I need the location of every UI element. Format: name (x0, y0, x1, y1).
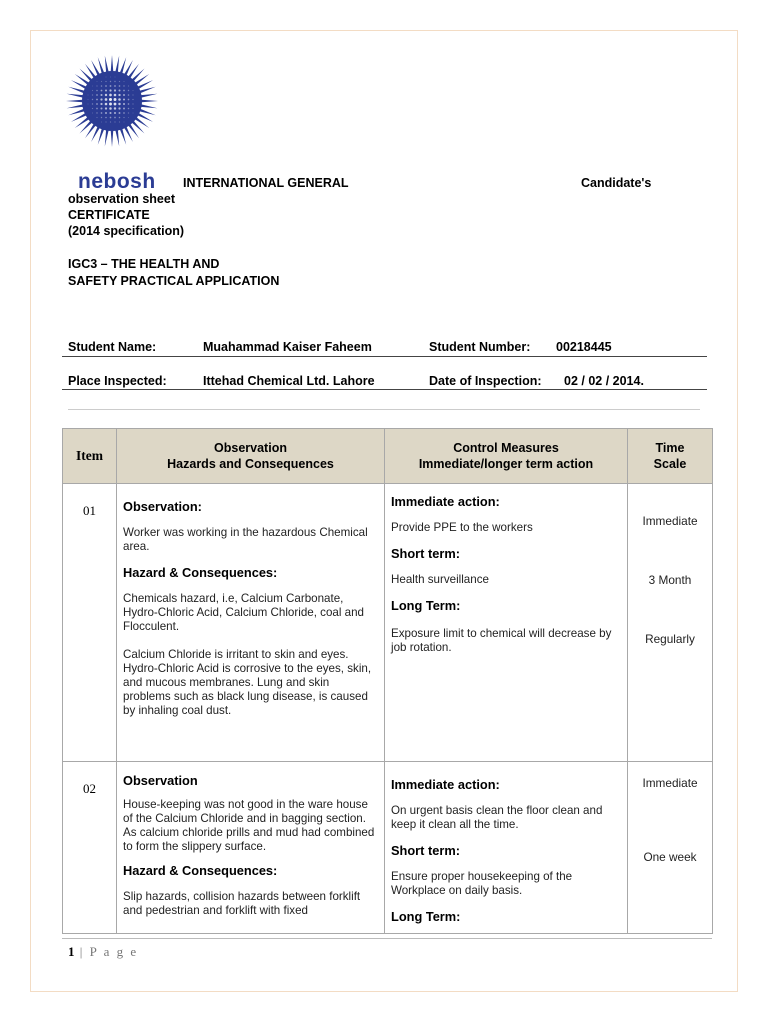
page-number: 1 (68, 944, 75, 959)
control-cell (385, 762, 628, 934)
immediate-action-title: Immediate action: (391, 494, 500, 509)
divider (62, 356, 707, 357)
short-term-text: Health surveillance (391, 573, 489, 586)
hazard-text: Slip hazards, collision hazards between forklift and pedestrian and forklift with fixed (123, 890, 361, 917)
short-term-title: Short term: (391, 843, 460, 858)
header-control-line2: Immediate/longer term action (418, 457, 594, 471)
header-time-line2: Scale (653, 457, 687, 471)
student-name-value: Muahammad Kaiser Faheem (203, 340, 372, 354)
footer-divider (62, 938, 712, 939)
item-number (63, 762, 117, 934)
item-number (63, 484, 117, 762)
date-value: 02 / 02 / 2014. (564, 374, 644, 388)
observation-cell (117, 484, 385, 762)
header-observation-line1: Observation (214, 441, 287, 455)
student-number-label: Student Number: (429, 340, 531, 354)
place-value: Ittehad Chemical Ltd. Lahore (203, 374, 375, 388)
student-name-label: Student Name: (68, 340, 157, 354)
observation-cell (117, 762, 385, 934)
hazard-title: Hazard & Consequences: (123, 565, 278, 580)
time-cell (628, 762, 713, 934)
place-label: Place Inspected: (68, 374, 167, 388)
item-number-text: 01 (83, 503, 96, 518)
observation-title: Observation: (123, 499, 202, 514)
time-scale: 3 Month (648, 573, 692, 587)
header-line2: observation sheet (68, 192, 175, 206)
time-cell (628, 484, 713, 762)
time-scale: Immediate (642, 514, 698, 528)
long-term-text: Exposure limit to chemical will decrease by job rotation. (391, 627, 612, 654)
observation-text: Worker was working in the hazardous Chemical area. (123, 526, 368, 553)
short-term-title: Short term: (391, 546, 460, 561)
date-label: Date of Inspection: (429, 374, 542, 388)
immediate-action-text: Provide PPE to the workers (391, 521, 533, 534)
header-line5: IGC3 – THE HEALTH AND (68, 257, 220, 271)
header-line4: (2014 specification) (68, 224, 185, 238)
header-time-line1: Time (655, 441, 685, 455)
header-line1-right: Candidate's (581, 176, 652, 190)
header-time (628, 429, 713, 484)
observation-title: Observation (123, 773, 198, 788)
nebosh-logo (64, 45, 160, 167)
observation-text: House-keeping was not good in the ware house of the Calcium Chloride and in bagging section. As calcium chloride prills and mud had combined to form the slippery surface. (123, 798, 375, 853)
observation-table (62, 428, 713, 934)
divider (62, 389, 707, 390)
student-number-value: 00218445 (556, 340, 612, 354)
hazard-text: Chemicals hazard, i.e, Calcium Carbonate, Hydro-Chloric Acid, Calcium Chloride, coal and Flocculent. (123, 592, 364, 633)
header-control-line1: Control Measures (453, 441, 559, 455)
long-term-title: Long Term: (391, 598, 461, 613)
table-row (63, 762, 713, 934)
header-line6: SAFETY PRACTICAL APPLICATION (68, 274, 280, 288)
long-term-title: Long Term: (391, 909, 461, 924)
time-scale: Regularly (645, 632, 695, 646)
table-header-row (63, 429, 713, 484)
header-line1-left: INTERNATIONAL GENERAL (183, 176, 349, 190)
page-label: | P a g e (79, 944, 139, 959)
item-number-text: 02 (83, 781, 96, 796)
immediate-action-title: Immediate action: (391, 777, 500, 792)
header-control (385, 429, 628, 484)
control-cell (385, 484, 628, 762)
hazard-title: Hazard & Consequences: (123, 863, 278, 878)
header-observation-line2: Hazards and Consequences (167, 457, 334, 471)
header-item: Item (63, 429, 117, 484)
divider (68, 409, 700, 410)
short-term-text: Ensure proper housekeeping of the Workplace on daily basis. (391, 870, 573, 897)
time-scale: Immediate (642, 776, 698, 790)
header-line3: CERTIFICATE (68, 208, 150, 222)
immediate-action-text: On urgent basis clean the floor clean and keep it clean all the time. (391, 804, 603, 831)
logo-text: nebosh (78, 170, 156, 193)
page-footer (68, 944, 138, 960)
table-row (63, 484, 713, 762)
header-observation (117, 429, 385, 484)
hazard-text: Calcium Chloride is irritant to skin and eyes. Hydro-Chloric Acid is corrosive to the eyes, skin, and mucous membranes. Lung and skin problems such as black lung disease, is caused by inhaling coal dust. (123, 648, 372, 717)
time-scale: One week (643, 850, 697, 864)
